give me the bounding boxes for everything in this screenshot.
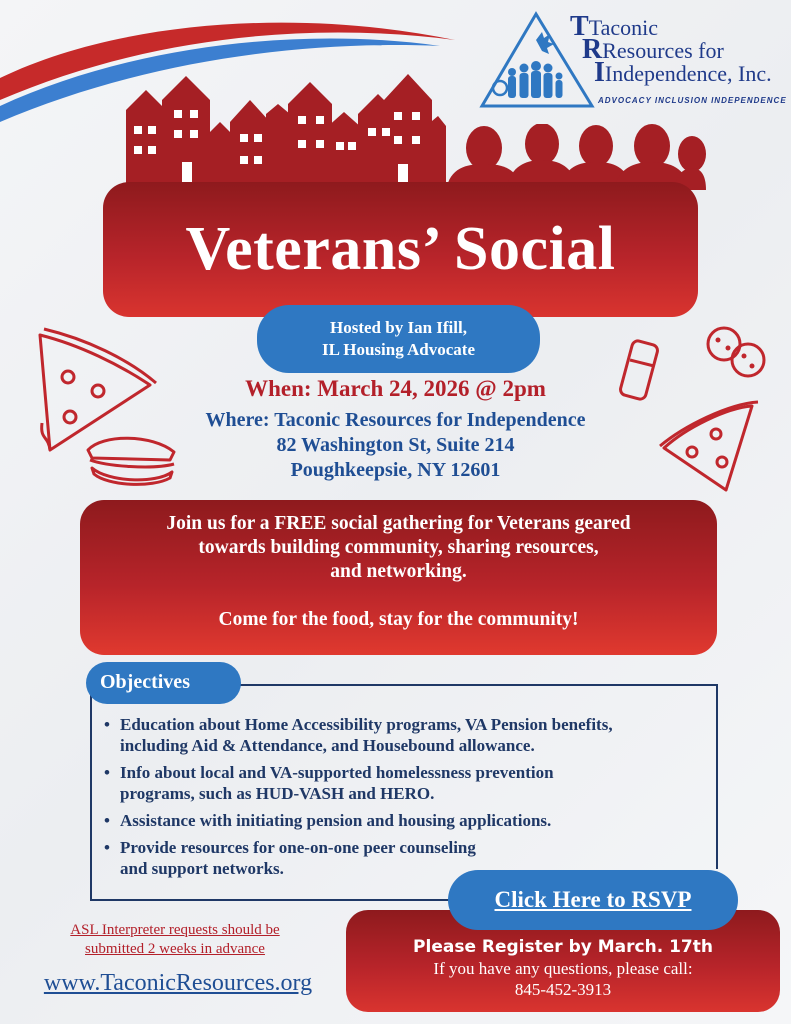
objectives-list	[100, 714, 710, 885]
description-tagline: Come for the food, stay for the community!	[218, 609, 579, 630]
register-deadline: Please Register by March. 17th	[413, 937, 713, 957]
logo-line-2: Resources for	[602, 38, 724, 63]
event-where	[0, 408, 791, 483]
objective-item	[100, 810, 710, 831]
contact-phone: 845-452-3913	[514, 980, 612, 999]
objectives-frame-edge	[716, 684, 718, 869]
where-line-3: Poughkeepsie, NY 12601	[290, 459, 501, 481]
host-line-1: Hosted by Ian Ifill,	[330, 318, 467, 337]
rsvp-button[interactable]: Click Here to RSVP	[448, 870, 738, 930]
description-line-1: Join us for a FREE social gathering for Veterans geared	[166, 513, 631, 534]
website-link[interactable]: www.TaconicResources.org	[43, 970, 313, 996]
event-description-box	[80, 500, 717, 655]
page-title: Veterans’ Social	[185, 215, 616, 283]
objective-item	[100, 714, 710, 756]
where-line-1: Where: Taconic Resources for Independence	[205, 409, 586, 431]
asl-notice	[40, 921, 310, 959]
objective-line: programs, such as HUD-VASH and HERO.	[120, 784, 435, 803]
people-silhouette-icon	[446, 124, 706, 190]
cookies-icon	[700, 320, 770, 382]
houses-silhouette-icon	[126, 70, 446, 186]
objective-item	[100, 762, 710, 804]
logo-line-1: Taconic	[588, 15, 658, 40]
description-line-3: and networking.	[330, 561, 467, 582]
logo-wordmark: TTaconic RResources for IIndependence, Inc.	[570, 11, 772, 88]
event-when: When: March 24, 2026 @ 2pm	[245, 376, 546, 401]
host-line-2: IL Housing Advocate	[321, 340, 476, 359]
description-line-2: towards building community, sharing resources,	[198, 537, 599, 558]
objective-line: and support networks.	[120, 859, 284, 878]
logo-tagline: ADVOCACY INCLUSION INDEPENDENCE	[598, 96, 787, 105]
objective-line: including Aid & Attendance, and Housebound allowance.	[120, 736, 535, 755]
objectives-divider	[238, 684, 718, 686]
logo-line-3: Independence, Inc.	[604, 61, 772, 86]
host-badge	[257, 305, 540, 373]
title-banner	[103, 182, 698, 317]
objectives-heading: Objectives	[86, 662, 241, 704]
asl-line-1: ASL Interpreter requests should be	[70, 922, 280, 938]
objective-line: • Provide resources for one-on-one peer counseling	[120, 838, 476, 857]
objective-line: • Info about local and VA-supported homelessness prevention	[120, 763, 554, 782]
asl-line-2: submitted 2 weeks in advance	[85, 941, 265, 957]
objective-line: • Assistance with initiating pension and housing applications.	[120, 811, 552, 830]
where-line-2: 82 Washington St, Suite 214	[276, 434, 515, 456]
contact-question: If you have any questions, please call:	[433, 959, 693, 978]
objective-line: • Education about Home Accessibility programs, VA Pension benefits,	[120, 715, 613, 734]
